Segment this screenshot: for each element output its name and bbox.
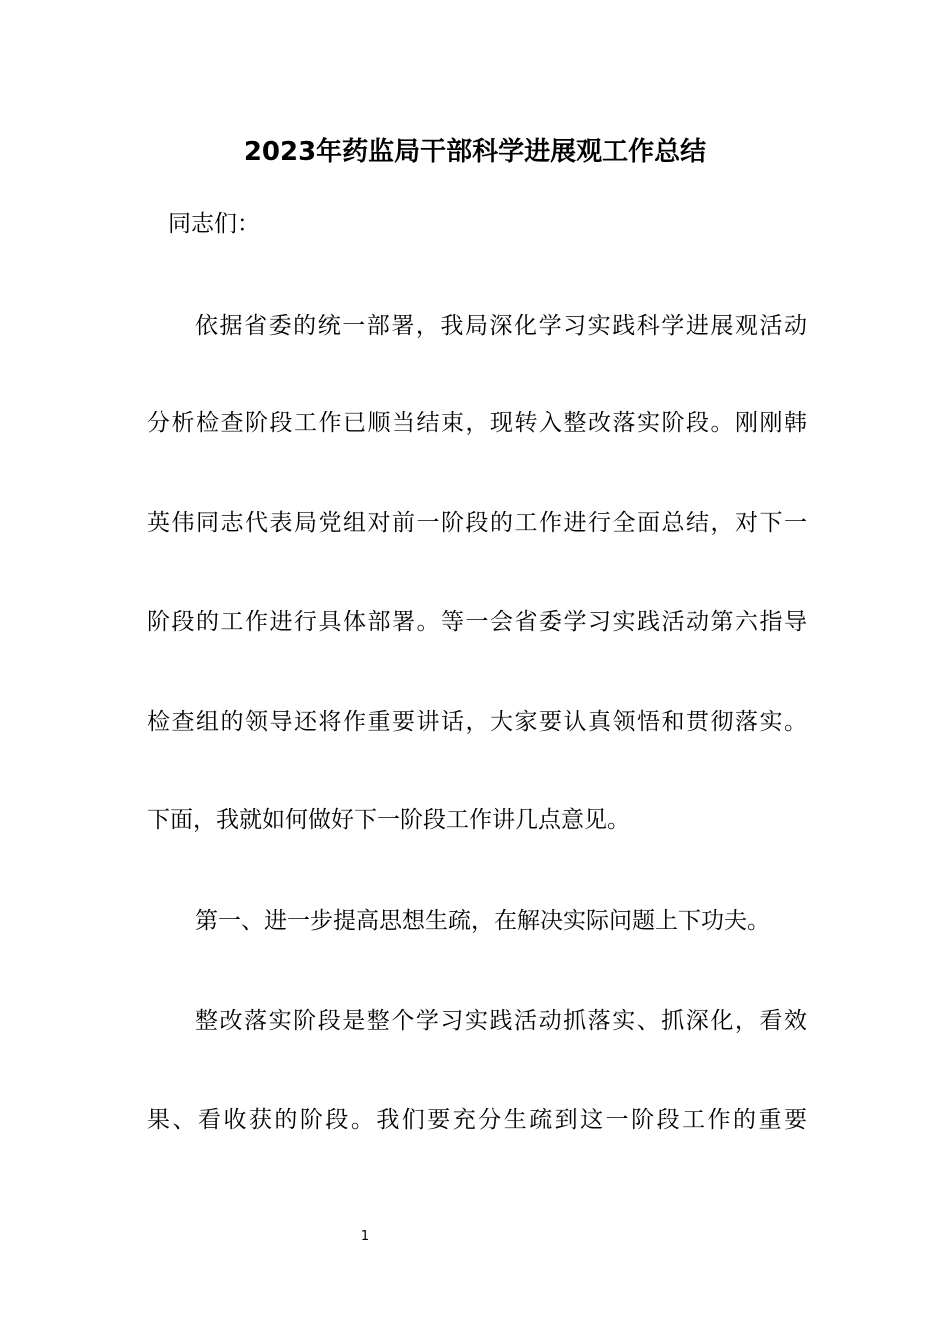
paragraph-line: 分析检查阶段工作已顺当结束，现转入整改落实阶段。刚刚韩 <box>147 410 807 436</box>
paragraph-line: 依据省委的统一部署，我局深化学习实践科学进展观活动 <box>195 313 807 339</box>
paragraph-line: 英伟同志代表局党组对前一阶段的工作进行全面总结，对下一 <box>147 510 807 536</box>
paragraph-line: 阶段的工作进行具体部署。等一会省委学习实践活动第六指导 <box>147 609 807 635</box>
paragraph-line: 果、看收获的阶段。我们要充分生疏到这一阶段工作的重要 <box>147 1107 807 1133</box>
page-title: 2023年药监局干部科学进展观工作总结 <box>243 137 707 167</box>
paragraph-line: 整改落实阶段是整个学习实践活动抓落实、抓深化，看效 <box>195 1008 807 1034</box>
paragraph-line: 检查组的领导还将作重要讲话，大家要认真领悟和贯彻落实。 <box>147 709 807 735</box>
salutation: 同志们： <box>168 211 260 237</box>
section-heading: 第一、进一步提高思想生疏，在解决实际问题上下功夫。 <box>195 908 770 934</box>
page-number: 1 <box>360 1229 370 1244</box>
paragraph-line: 下面，我就如何做好下一阶段工作讲几点意见。 <box>147 807 630 833</box>
